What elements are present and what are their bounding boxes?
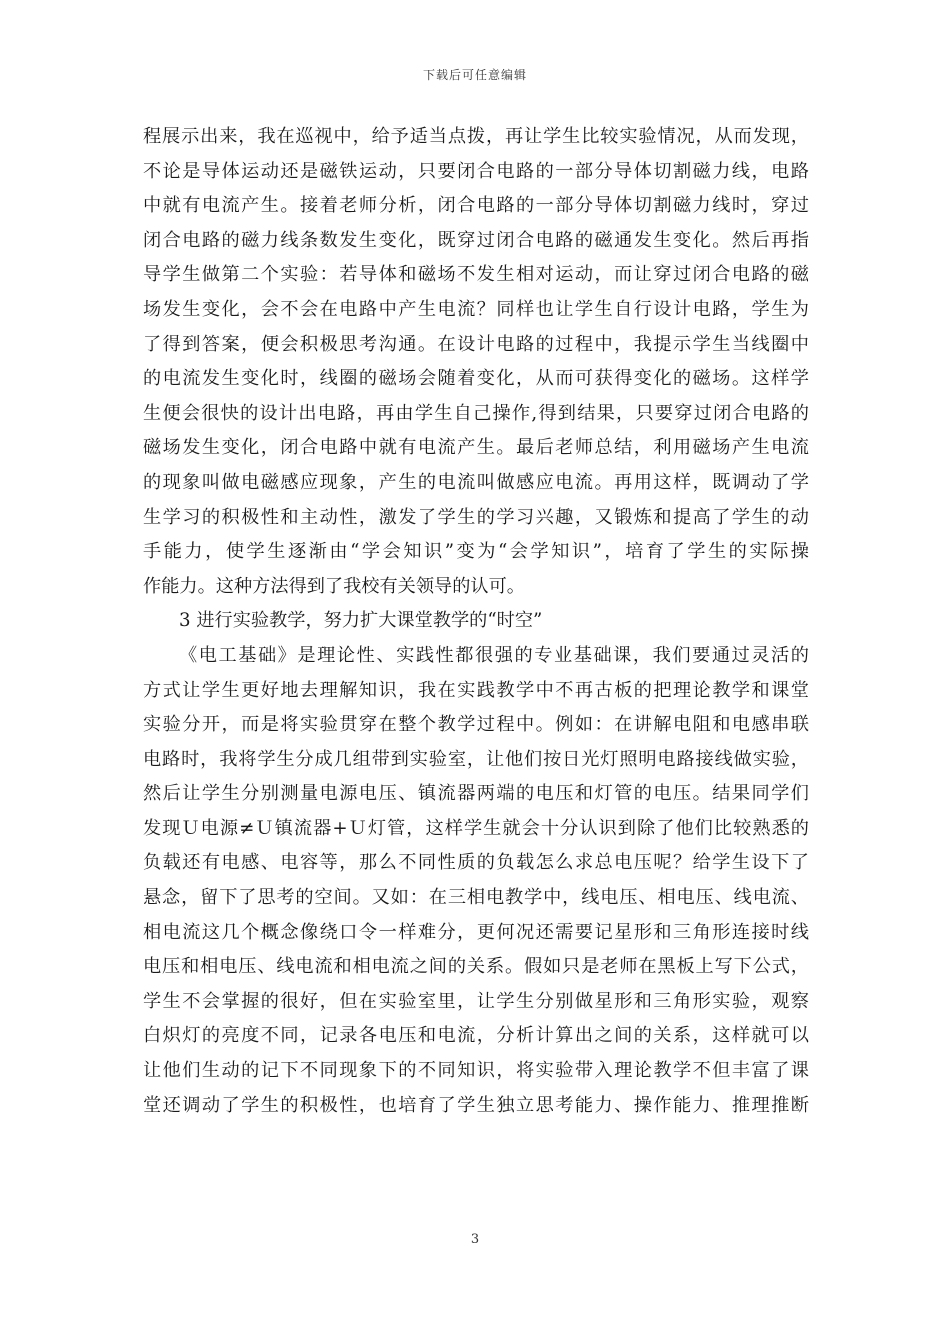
text-line: 导学生做第二个实验：若导体和磁场不发生相对运动，而让穿过闭合电路的磁: [143, 264, 809, 286]
text-line: 让他们生动的记下不同现象下的不同知识，将实验带入理论教学不但丰富了课: [143, 1060, 809, 1082]
text-line: 的现象叫做电磁感应现象，产生的电流叫做感应电流。再用这样，既调动了学: [143, 471, 809, 493]
page-header: 下载后可任意编辑: [422, 68, 527, 82]
text-line: 《电工基础》是理论性、实践性都很强的专业基础课，我们要通过灵活的: [179, 644, 809, 666]
text-line: 发现Ｕ电源≠Ｕ镇流器+Ｕ灯管，这样学生就会十分认识到除了他们比较熟悉的: [143, 817, 809, 839]
text-line: 实验分开，而是将实验贯穿在整个教学过程中。例如：在讲解电阻和电感串联: [143, 714, 809, 736]
text-line: 磁场发生变化，闭合电路中就有电流产生。最后老师总结，利用磁场产生电流: [143, 437, 809, 459]
text-line: 生便会很快的设计出电路，再由学生自己操作,得到结果，只要穿过闭合电路的: [143, 402, 809, 424]
text-line: 手能力，使学生逐渐由“学会知识”变为“会学知识”，培育了学生的实际操: [143, 541, 809, 563]
paragraph: [143, 639, 809, 1123]
text-line: 悬念，留下了思考的空间。又如：在三相电教学中，线电压、相电压、线电流、: [143, 887, 809, 909]
text-line: 程展示出来，我在巡视中，给予适当点拨，再让学生比较实验情况，从而发现，: [143, 126, 809, 147]
text-line: 负载还有电感、电容等，那么不同性质的负载怎么求总电压呢？给学生设下了: [143, 852, 809, 874]
text-line: 生学习的积极性和主动性，激发了学生的学习兴趣，又锻炼和提高了学生的动: [143, 506, 809, 528]
paragraph: [143, 120, 809, 604]
text-line: 电路时，我将学生分成几组带到实验室，让他们按日光灯照明电路接线做实验，: [143, 748, 809, 770]
document-body: [143, 120, 809, 1123]
section-heading-text: 3 进行实验教学，努力扩大课堂教学的“时空”: [179, 610, 543, 632]
text-line: 的电流发生变化时，线圈的磁场会随着变化，从而可获得变化的磁场。这样学: [143, 368, 809, 390]
text-line: 闭合电路的磁力线条数发生变化，既穿过闭合电路的磁通发生变化。然后再指: [143, 229, 809, 251]
text-line: 白炽灯的亮度不同，记录各电压和电流，分析计算出之间的关系，这样就可以: [143, 1025, 809, 1047]
text-line: 相电流这几个概念像绕口令一样难分，更何况还需要记星形和三角形连接时线: [143, 921, 809, 943]
text-line: 学生不会掌握的很好，但在实验室里，让学生分别做星形和三角形实验，观察: [143, 990, 809, 1012]
text-line: 不论是导体运动还是磁铁运动，只要闭合电路的一部分导体切割磁力线，电路: [143, 160, 809, 182]
text-line: 然后让学生分别测量电源电压、镇流器两端的电压和灯管的电压。结果同学们: [143, 783, 809, 805]
text-line: 了得到答案，便会积极思考沟通。在设计电路的过程中，我提示学生当线圈中: [143, 333, 809, 355]
text-line: 作能力。这种方法得到了我校有关领导的认可。: [143, 575, 525, 597]
text-line: 电压和相电压、线电流和相电流之间的关系。假如只是老师在黑板上写下公式，: [143, 956, 809, 978]
text-line: 场发生变化，会不会在电路中产生电流？同样也让学生自行设计电路，学生为: [143, 298, 809, 320]
text-line: 中就有电流产生。接着老师分析，闭合电路的一部分导体切割磁力线时，穿过: [143, 195, 809, 217]
page-number: 3: [470, 1232, 480, 1247]
section-heading: [143, 604, 809, 639]
text-line: 方式让学生更好地去理解知识，我在实践教学中不再古板的把理论教学和课堂: [143, 679, 809, 701]
text-line: 堂还调动了学生的积极性，也培育了学生独立思考能力、操作能力、推理推断: [143, 1094, 809, 1116]
